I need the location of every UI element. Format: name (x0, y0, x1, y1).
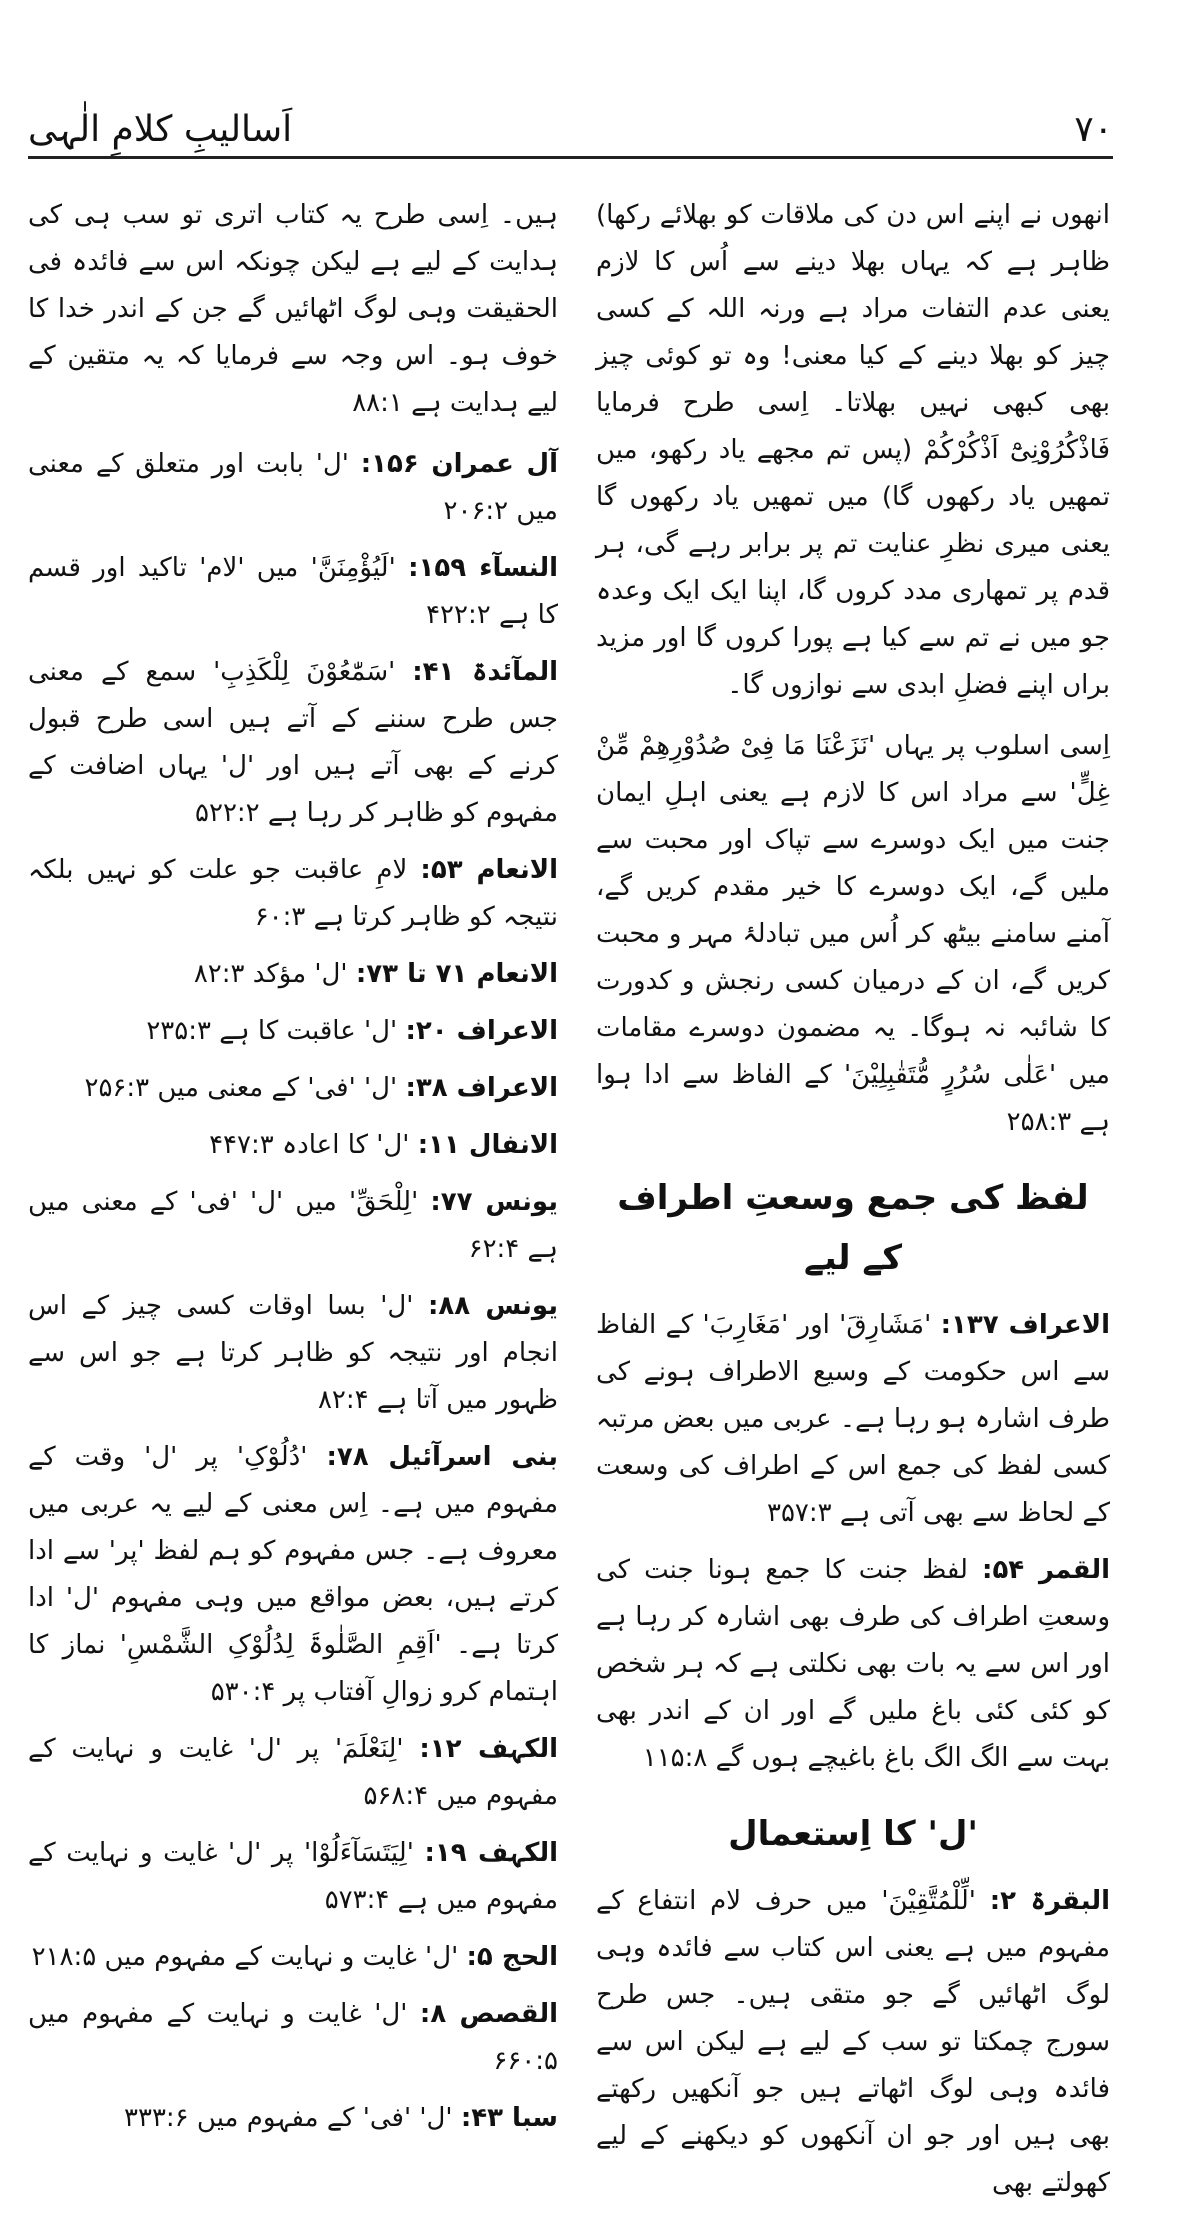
entry-text: 'ل' بسا اوقات کسی چیز کے اس انجام اور نتیجہ کو ظاہر کرتا ہے جو اس سے ظہور میں آتا ہے ۸۲:۴ (28, 1291, 558, 1415)
reference-entry (28, 1434, 558, 1716)
book-title: اَسالیبِ کلامِ الٰہی (28, 109, 293, 150)
reference-label: الاعراف ۲۰: (405, 1016, 558, 1046)
reference-entry (28, 1726, 558, 1820)
reference-entry (28, 441, 558, 535)
reference-label: البقرۃ ۲: (989, 1886, 1111, 1916)
entry-text: 'لِنَعْلَمَ' پر 'ل' غایت و نہایت کے مفہوم میں ۵۶۸:۴ (28, 1734, 558, 1811)
page-header (28, 104, 1113, 156)
reference-entry (596, 1302, 1110, 1537)
reference-entry (28, 951, 558, 998)
reference-entry (28, 1934, 558, 1981)
reference-entry (28, 847, 558, 941)
reference-entry (596, 1547, 1110, 1782)
reference-entry (28, 1283, 558, 1424)
entry-text: 'لِلْحَقِّ' میں 'ل' 'فی' کے معنی میں ہے ۶۲:۴ (28, 1187, 558, 1264)
entry-text: 'لَیُؤْمِنَنَّ' میں 'لام' تاکید اور قسم کا ہے ۴۲۲:۲ (28, 553, 558, 630)
reference-entry (28, 1991, 558, 2085)
entry-text: 'دُلُوْکِ' پر 'ل' وقت کے مفہوم میں ہے۔ اِس معنی کے لیے یہ عربی میں معروف ہے۔ جس مفہوم کو ہم لفظ 'پر' سے ادا کرتے ہیں، بعض مواقع میں وہی مفہوم 'ل' ادا کرتا ہے۔ 'اَقِمِ الصَّلٰوۃَ لِدُلُوْکِ الشَّمْسِ' نماز کا اہتمام کرو زوالِ آفتاب پر ۵۳۰:۴ (28, 1442, 558, 1707)
reference-label: النسآء ۱۵۹: (408, 553, 559, 583)
section-heading: لفظ کی جمع وسعتِ اطراف کے لیے (617, 1178, 1089, 1278)
left-column (28, 192, 558, 2152)
entry-text: 'ل' عاقبت کا ہے ۲۳۵:۳ (146, 1016, 398, 1046)
reference-label: الحج ۵: (466, 1942, 558, 1972)
entry-text: 'ل' کا اعادہ ۴۴۷:۳ (209, 1130, 410, 1160)
entry-text: 'ل' 'فی' کے مفہوم میں ۳۳۳:۶ (124, 2103, 453, 2133)
entry-text: 'سَمّٰعُوْنَ لِلْکَذِبِ' سمع کے معنی جس طرح سننے کے آتے ہیں اسی طرح قبول کرنے کے بھی آتے ہیں اور 'ل' یہاں اضافت کے مفہوم کو ظاہر کر رہا ہے ۵۲۲:۲ (28, 657, 558, 828)
reference-label: الکہف ۱۲: (419, 1734, 559, 1764)
page-number: ۷۰ (1074, 109, 1113, 150)
entry-text: 'ل' مؤکد ۸۲:۳ (193, 959, 348, 989)
reference-label: الانعام ۷۱ تا ۷۳: (355, 959, 558, 989)
reference-label: سبا ۴۳: (460, 2103, 558, 2133)
header-rule (28, 156, 1113, 159)
reference-entry (28, 2095, 558, 2142)
entry-text: 'ل' بابت اور متعلق کے معنی میں ۲۰۶:۲ (28, 449, 558, 526)
reference-label: یونس ۷۷: (430, 1187, 558, 1217)
reference-label: بنی اسرآئیل ۷۸: (326, 1442, 559, 1472)
entry-text: 'لِّلْمُتَّقِیْنَ' میں حرف لام انتفاع کے مفہوم میں ہے یعنی اس کتاب سے فائدہ وہی لوگ اٹھائیں گے جو متقی ہیں۔ جس طرح سورج چمکتا تو سب کے لیے ہے لیکن اس سے فائدہ وہی لوگ اٹھاتے ہیں جو آنکھیں رکھتے بھی ہیں اور جو ان آنکھوں کو دیکھنے کے لیے کھولتے بھی (596, 1886, 1110, 2198)
reference-entry (28, 1008, 558, 1055)
reference-label: الانعام ۵۳: (420, 855, 558, 885)
reference-label: القمر ۵۴: (982, 1555, 1111, 1585)
paragraph: ہیں۔ اِسی طرح یہ کتاب اتری تو سب ہی کی ہدایت کے لیے ہے لیکن چونکہ اس سے فائدہ فی الحقیقت وہی لوگ اٹھائیں گے جن کے اندر خدا کا خوف ہو۔ اس وجہ سے فرمایا کہ یہ متقین کے لیے ہدایت ہے ۸۸:۱ (28, 200, 558, 418)
paragraph: اِسی اسلوب پر یہاں 'نَزَعْنَا مَا فِیْ صُدُوْرِھِمْ مِّنْ غِلٍّ' سے مراد اس کا لازم ہے یعنی اہلِ ایمان جنت میں ایک دوسرے سے تپاک اور محبت سے ملیں گے، ایک دوسرے کا خیر مقدم کریں گے، آمنے سامنے بیٹھ کر اُس میں تبادلۂ مہر و محبت کریں گے، ان کے درمیان کسی رنجش و کدورت کا شائبہ نہ ہوگا۔ یہ مضمون دوسرے مقامات میں 'عَلٰی سُرُرٍ مُّتَقٰبِلِیْنَ' کے الفاظ سے ادا ہوا ہے ۲۵۸:۳ (596, 731, 1110, 1137)
entry-text: 'ل' غایت و نہایت کے مفہوم میں ۲۱۸:۵ (31, 1942, 459, 1972)
section-heading: 'ل' کا اِستعمال (728, 1814, 978, 1854)
entry-text: 'لِیَتَسَآءَلُوْا' پر 'ل' غایت و نہایت کے مفہوم میں ہے ۵۷۳:۴ (28, 1838, 558, 1915)
entry-text: 'مَشَارِقَ' اور 'مَغَارِبَ' کے الفاظ سے اس حکومت کے وسیع الاطراف ہونے کی طرف اشارہ ہو رہا ہے۔ عربی میں بعض مرتبہ کسی لفظ کی جمع اس کے اطراف کی وسعت کے لحاظ سے بھی آتی ہے ۳۵۷:۳ (596, 1310, 1110, 1528)
reference-label: المآئدۃ ۴۱: (412, 657, 558, 687)
entry-text: لفظ جنت کا جمع ہونا جنت کی وسعتِ اطراف کی طرف بھی اشارہ کر رہا ہے اور اس سے یہ بات بھی نکلتی ہے کہ ہر شخص کو کئی کئی باغ ملیں گے اور ان کے اندر بھی بہت سے الگ الگ باغ باغیچے ہوں گے ۱۱۵:۸ (596, 1555, 1110, 1773)
reference-label: الاعراف ۳۸: (405, 1073, 558, 1103)
right-column (596, 192, 1110, 2217)
entry-text: 'ل' غایت و نہایت کے مفہوم میں ۶۶۰:۵ (28, 1999, 558, 2076)
reference-label: الاعراف ۱۳۷: (940, 1310, 1110, 1340)
reference-entry (28, 545, 558, 639)
reference-label: آل عمران ۱۵۶: (360, 449, 558, 479)
entry-text: 'ل' 'فی' کے معنی میں ۲۵۶:۳ (84, 1073, 398, 1103)
reference-label: الانفال ۱۱: (417, 1130, 558, 1160)
reference-entry (28, 1179, 558, 1273)
reference-entry (28, 1122, 558, 1169)
reference-label: الکہف ۱۹: (424, 1838, 559, 1868)
reference-entry (596, 1878, 1110, 2207)
reference-entry (28, 1065, 558, 1112)
reference-label: یونس ۸۸: (427, 1291, 558, 1321)
entry-text: لامِ عاقبت جو علت کو نہیں بلکہ نتیجہ کو ظاہر کرتا ہے ۶۰:۳ (28, 855, 558, 932)
reference-entry (28, 649, 558, 837)
paragraph: انھوں نے اپنے اس دن کی ملاقات کو بھلائے رکھا) ظاہر ہے کہ یہاں بھلا دینے سے اُس کا لازم یعنی عدم التفات مراد ہے ورنہ اللہ کے کسی چیز کو بھلا دینے کے کیا معنی! وہ تو کوئی چیز بھی کبھی نہیں بھلاتا۔ اِسی طرح فرمایا فَاذْکُرُوْنِیْٓ اَذْکُرْکُمْ (پس تم مجھے یاد رکھو، میں تمھیں یاد رکھوں گا) میں تمھیں یاد رکھوں گا یعنی میری نظرِ عنایت تم پر برابر رہے گی، ہر قدم پر تمھاری مدد کروں گا، اپنا ایک ایک وعدہ جو میں نے تم سے کیا ہے پورا کروں گا اور مزید براں اپنے فضلِ ابدی سے نوازوں گا۔ (596, 200, 1110, 700)
reference-label: القصص ۸: (419, 1999, 558, 2029)
reference-entry (28, 1830, 558, 1924)
